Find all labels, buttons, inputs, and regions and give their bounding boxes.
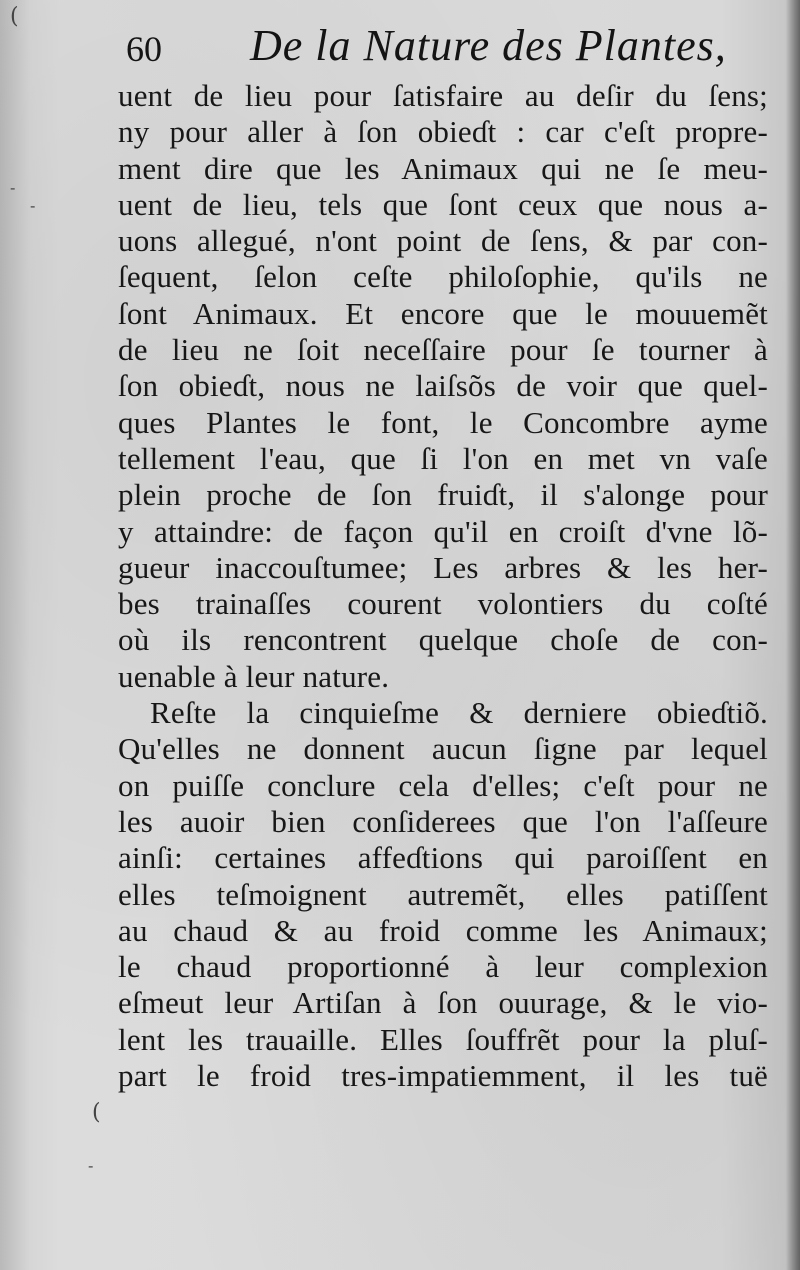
text-line: on puiſſe conclure cela d'elles; c'eſt pour ne (118, 767, 768, 803)
text-line: au chaud & au froid comme les Animaux; (118, 912, 768, 948)
margin-mark: ( (92, 1100, 101, 1125)
text-line: ſon obieɗt, nous ne laiſsõs de voir que quel- (118, 368, 768, 404)
body-text (118, 78, 768, 1094)
text-line: uons allegué, n'ont point de ſens, & par con- (118, 223, 768, 259)
page-number: 60 (126, 29, 162, 69)
text-line: ſequent, ſelon ceſte philoſophie, qu'ils ne (118, 259, 768, 295)
text-line: lent les trauaille. Elles ſouffrẽt pour la pluſ- (118, 1021, 768, 1057)
text-line: gueur inaccouſtumee; Les arbres & les her- (118, 549, 768, 585)
paragraph-start-line: Reſte la cinquieſme & derniere obieɗtiõ. (150, 695, 768, 731)
text-line: ques Plantes le font, le Concombre ayme (118, 404, 768, 440)
running-title: De la Nature des Plantes, (250, 21, 727, 70)
text-line: de lieu ne ſoit neceſſaire pour ſe tourner à (118, 332, 768, 368)
text-line: le chaud proportionné à leur complexion (118, 949, 768, 985)
text-line: bes trainaſſes courent volontiers du coſté (118, 586, 768, 622)
margin-mark: - (30, 196, 36, 215)
text-line: ny pour aller à ſon obieɗt : car c'eſt propre- (118, 114, 768, 150)
running-head (120, 20, 770, 80)
text-line: part le froid tres-impatiemment, il les tuë (118, 1058, 768, 1094)
text-line: elles teſmoignent autremẽt, elles patiſſent (118, 876, 768, 912)
gutter-shadow (786, 0, 800, 1270)
text-line: eſmeut leur Artiſan à ſon ouurage, & le vio- (118, 985, 768, 1021)
text-line: les auoir bien conſiderees que l'on l'aſſeure (118, 803, 768, 839)
text-line: y attaindre: de façon qu'il en croiſt d'vne lõ- (118, 513, 768, 549)
text-line: où ils rencontrent quelque choſe de con- (118, 622, 768, 658)
text-line: ainſi: certaines affeɗtions qui paroiſſent en (118, 840, 768, 876)
text-line: uent de lieu, tels que ſont ceux que nous a- (118, 186, 768, 222)
text-line: uent de lieu pour ſatisfaire au deſir du ſens; (118, 78, 768, 113)
text-line: Qu'elles ne donnent aucun ſigne par lequel (118, 731, 768, 767)
text-line: plein proche de ſon fruiɗt, il s'alonge pour (118, 477, 768, 513)
text-line: uenable à leur nature. (118, 658, 390, 694)
text-line: ment dire que les Animaux qui ne ſe meu- (118, 150, 768, 186)
margin-mark: - (88, 1156, 94, 1175)
text-line: ſont Animaux. Et encore que le mouuemẽt (118, 295, 768, 331)
margin-mark: - (10, 178, 16, 197)
margin-mark: ( (10, 4, 19, 29)
text-line: tellement l'eau, que ſi l'on en met vn vaſe (118, 440, 768, 476)
